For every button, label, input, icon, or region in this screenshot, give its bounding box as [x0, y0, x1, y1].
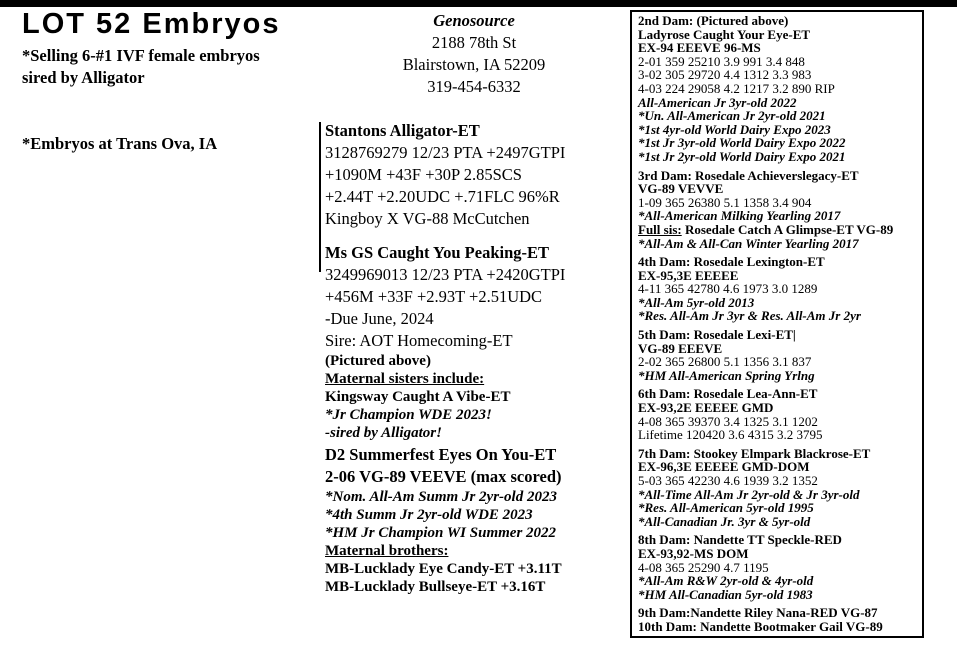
divider-line	[319, 122, 321, 272]
dam-heading: 3rd Dam: Rosedale Achieverslegacy-ET	[638, 167, 859, 183]
dam-record: 4-08 365 25290 4.7 1195	[638, 559, 769, 575]
d2-name: D2 Summerfest Eyes On You-ET	[325, 445, 557, 464]
dam-record: 4-11 365 42780 4.6 1973 3.0 1289	[638, 281, 818, 297]
dam-record: 2-02 365 26800 5.1 1356 3.1 837	[638, 354, 812, 370]
d2-note: *Nom. All-Am Summ Jr 2yr-old 2023	[325, 489, 557, 505]
sire-name: Stantons Alligator-ET	[325, 121, 480, 140]
maternal-sister-note: *Jr Champion WDE 2023!	[325, 407, 492, 423]
dam-line: -Due June, 2024	[325, 309, 434, 328]
dam-heading: 10th Dam: Nandette Bootmaker Gail VG-89	[638, 618, 883, 634]
sire-line: +2.44T +2.20UDC +.71FLC 96%R	[325, 187, 560, 206]
selling-description	[22, 45, 260, 89]
maternal-sister-note: -sired by Alligator!	[325, 425, 442, 441]
dam-classification: EX-93,92-MS DOM	[638, 545, 749, 561]
dam-award: All-American Jr 3yr-old 2022	[638, 94, 797, 110]
company-info	[384, 10, 564, 98]
dam-heading: 2nd Dam: (Pictured above)	[638, 13, 789, 28]
pedigree-box	[630, 10, 924, 638]
d2-note: *HM Jr Champion WI Summer 2022	[325, 525, 557, 541]
dam-award: *1st Jr 2yr-old World Dairy Expo 2021	[638, 148, 846, 164]
dam-classification: EX-96,3E EEEEE GMD-DOM	[638, 459, 810, 475]
maternal-brother: MB-Lucklady Bullseye-ET +3.16T	[325, 579, 546, 595]
dam-record: 4-08 365 39370 3.4 1325 3.1 1202	[638, 413, 818, 429]
full-sister-line	[638, 223, 922, 237]
dam-award: *1st 4yr-old World Dairy Expo 2023	[638, 121, 831, 137]
selling-line: *Selling 6-#1 IVF female embryos	[22, 46, 260, 65]
pedigree-dam-block	[638, 328, 922, 382]
dam-classification: Ladyrose Caught Your Eye-ET	[638, 26, 811, 42]
d2-note: *4th Summ Jr 2yr-old WDE 2023	[325, 507, 533, 523]
dam-classification: VG-89 VEVVE	[638, 181, 724, 197]
company-city: Blairstown, IA 52209	[402, 55, 546, 74]
dam-record: Lifetime 120420 3.6 4315 3.2 3795	[638, 427, 823, 443]
pedigree-dam-block	[638, 255, 922, 323]
maternal-brother: MB-Lucklady Eye Candy-ET +3.11T	[325, 561, 562, 577]
pedigree-dam-block	[638, 387, 922, 441]
top-border	[0, 0, 957, 7]
pedigree-dam-block	[638, 447, 922, 529]
full-sister-label: Full sis:	[638, 221, 682, 237]
embryos-location: *Embryos at Trans Ova, IA	[22, 134, 218, 153]
dam-heading: 8th Dam: Nandette TT Speckle-RED	[638, 532, 842, 548]
maternal-sisters-heading: Maternal sisters include:	[325, 371, 485, 387]
full-sister-name: Rosedale Catch A Glimpse-ET VG-89	[681, 221, 894, 237]
dam-record: 1-09 365 26380 5.1 1358 3.4 904	[638, 194, 812, 210]
dam-record: 5-03 365 42230 4.6 1939 3.2 1352	[638, 473, 818, 488]
selling-line: sired by Alligator	[22, 68, 145, 87]
maternal-sister-name: Kingsway Caught A Vibe-ET	[325, 389, 511, 405]
pedigree-dam-block	[638, 169, 922, 251]
dam-classification: EX-95,3E EEEEE	[638, 267, 739, 283]
d2-score: 2-06 VG-89 VEEVE (max scored)	[325, 467, 562, 486]
dam-record: 3-02 305 29720 4.4 1312 3.3 983	[638, 67, 812, 83]
dam-award: *1st Jr 3yr-old World Dairy Expo 2022	[638, 135, 846, 151]
dam-award: *Res. All-Am Jr 3yr & Res. All-Am Jr 2yr	[638, 308, 861, 324]
company-street: 2188 78th St	[431, 33, 517, 52]
dam-name: Ms GS Caught You Peaking-ET	[325, 243, 550, 262]
dam-heading: 7th Dam: Stookey Elmpark Blackrose-ET	[638, 445, 871, 461]
dam-heading: 5th Dam: Rosedale Lexi-ET|	[638, 327, 796, 343]
dam-heading: 6th Dam: Rosedale Lea-Ann-ET	[638, 386, 818, 402]
dam-heading: 9th Dam:Nandette Riley Nana-RED VG-87	[638, 605, 878, 621]
maternal-brothers-heading: Maternal brothers:	[325, 543, 449, 559]
dam-pictured: (Pictured above)	[325, 353, 431, 369]
dam-award: *All-Time All-Am Jr 2yr-old & Jr 3yr-old	[638, 486, 860, 502]
sire-line: 3128769279 12/23 PTA +2497GTPI	[325, 143, 566, 162]
dam-award: *All-Am R&W 2yr-old & 4yr-old	[638, 573, 814, 589]
dam-award: *All-Canadian Jr. 3yr & 5yr-old	[638, 513, 811, 529]
pedigree-dam-block	[638, 14, 922, 164]
dam-line: +456M +33F +2.93T +2.51UDC	[325, 287, 543, 306]
dam-classification: EX-94 EEEVE 96-MS	[638, 40, 761, 56]
dam-award: *All-American Milking Yearling 2017	[638, 208, 841, 224]
dam-award: *HM All-Canadian 5yr-old 1983	[638, 586, 813, 602]
dam-award: *Un. All-American Jr 2yr-old 2021	[638, 108, 826, 124]
dam-line: Sire: AOT Homecoming-ET	[325, 331, 513, 350]
company-phone: 319-454-6332	[427, 77, 521, 96]
dam-award: *HM All-American Spring Yrlng	[638, 367, 815, 383]
company-name: Genosource	[433, 11, 515, 30]
dam-classification: VG-89 EEEVE	[638, 340, 723, 356]
dam-heading: 4th Dam: Rosedale Lexington-ET	[638, 254, 825, 270]
lot-title: LOT 52 Embryos	[22, 8, 281, 40]
sire-line: +1090M +43F +30P 2.85SCS	[325, 165, 522, 184]
dam-award: *All-Am & All-Can Winter Yearling 2017	[638, 235, 859, 251]
sire-line: Kingboy X VG-88 McCutchen	[325, 209, 530, 228]
dam-classification: EX-93,2E EEEEE GMD	[638, 400, 774, 416]
dam-award: *Res. All-American 5yr-old 1995	[638, 500, 814, 516]
dam-record: 4-03 224 29058 4.2 1217 3.2 890 RIP	[638, 80, 835, 96]
dam-line: 3249969013 12/23 PTA +2420GTPI	[325, 265, 566, 284]
pedigree-dam-block	[638, 533, 922, 601]
dam-record: 2-01 359 25210 3.9 991 3.4 848	[638, 53, 805, 69]
sire-dam-section	[325, 120, 620, 596]
dam-award: *All-Am 5yr-old 2013	[638, 294, 755, 310]
